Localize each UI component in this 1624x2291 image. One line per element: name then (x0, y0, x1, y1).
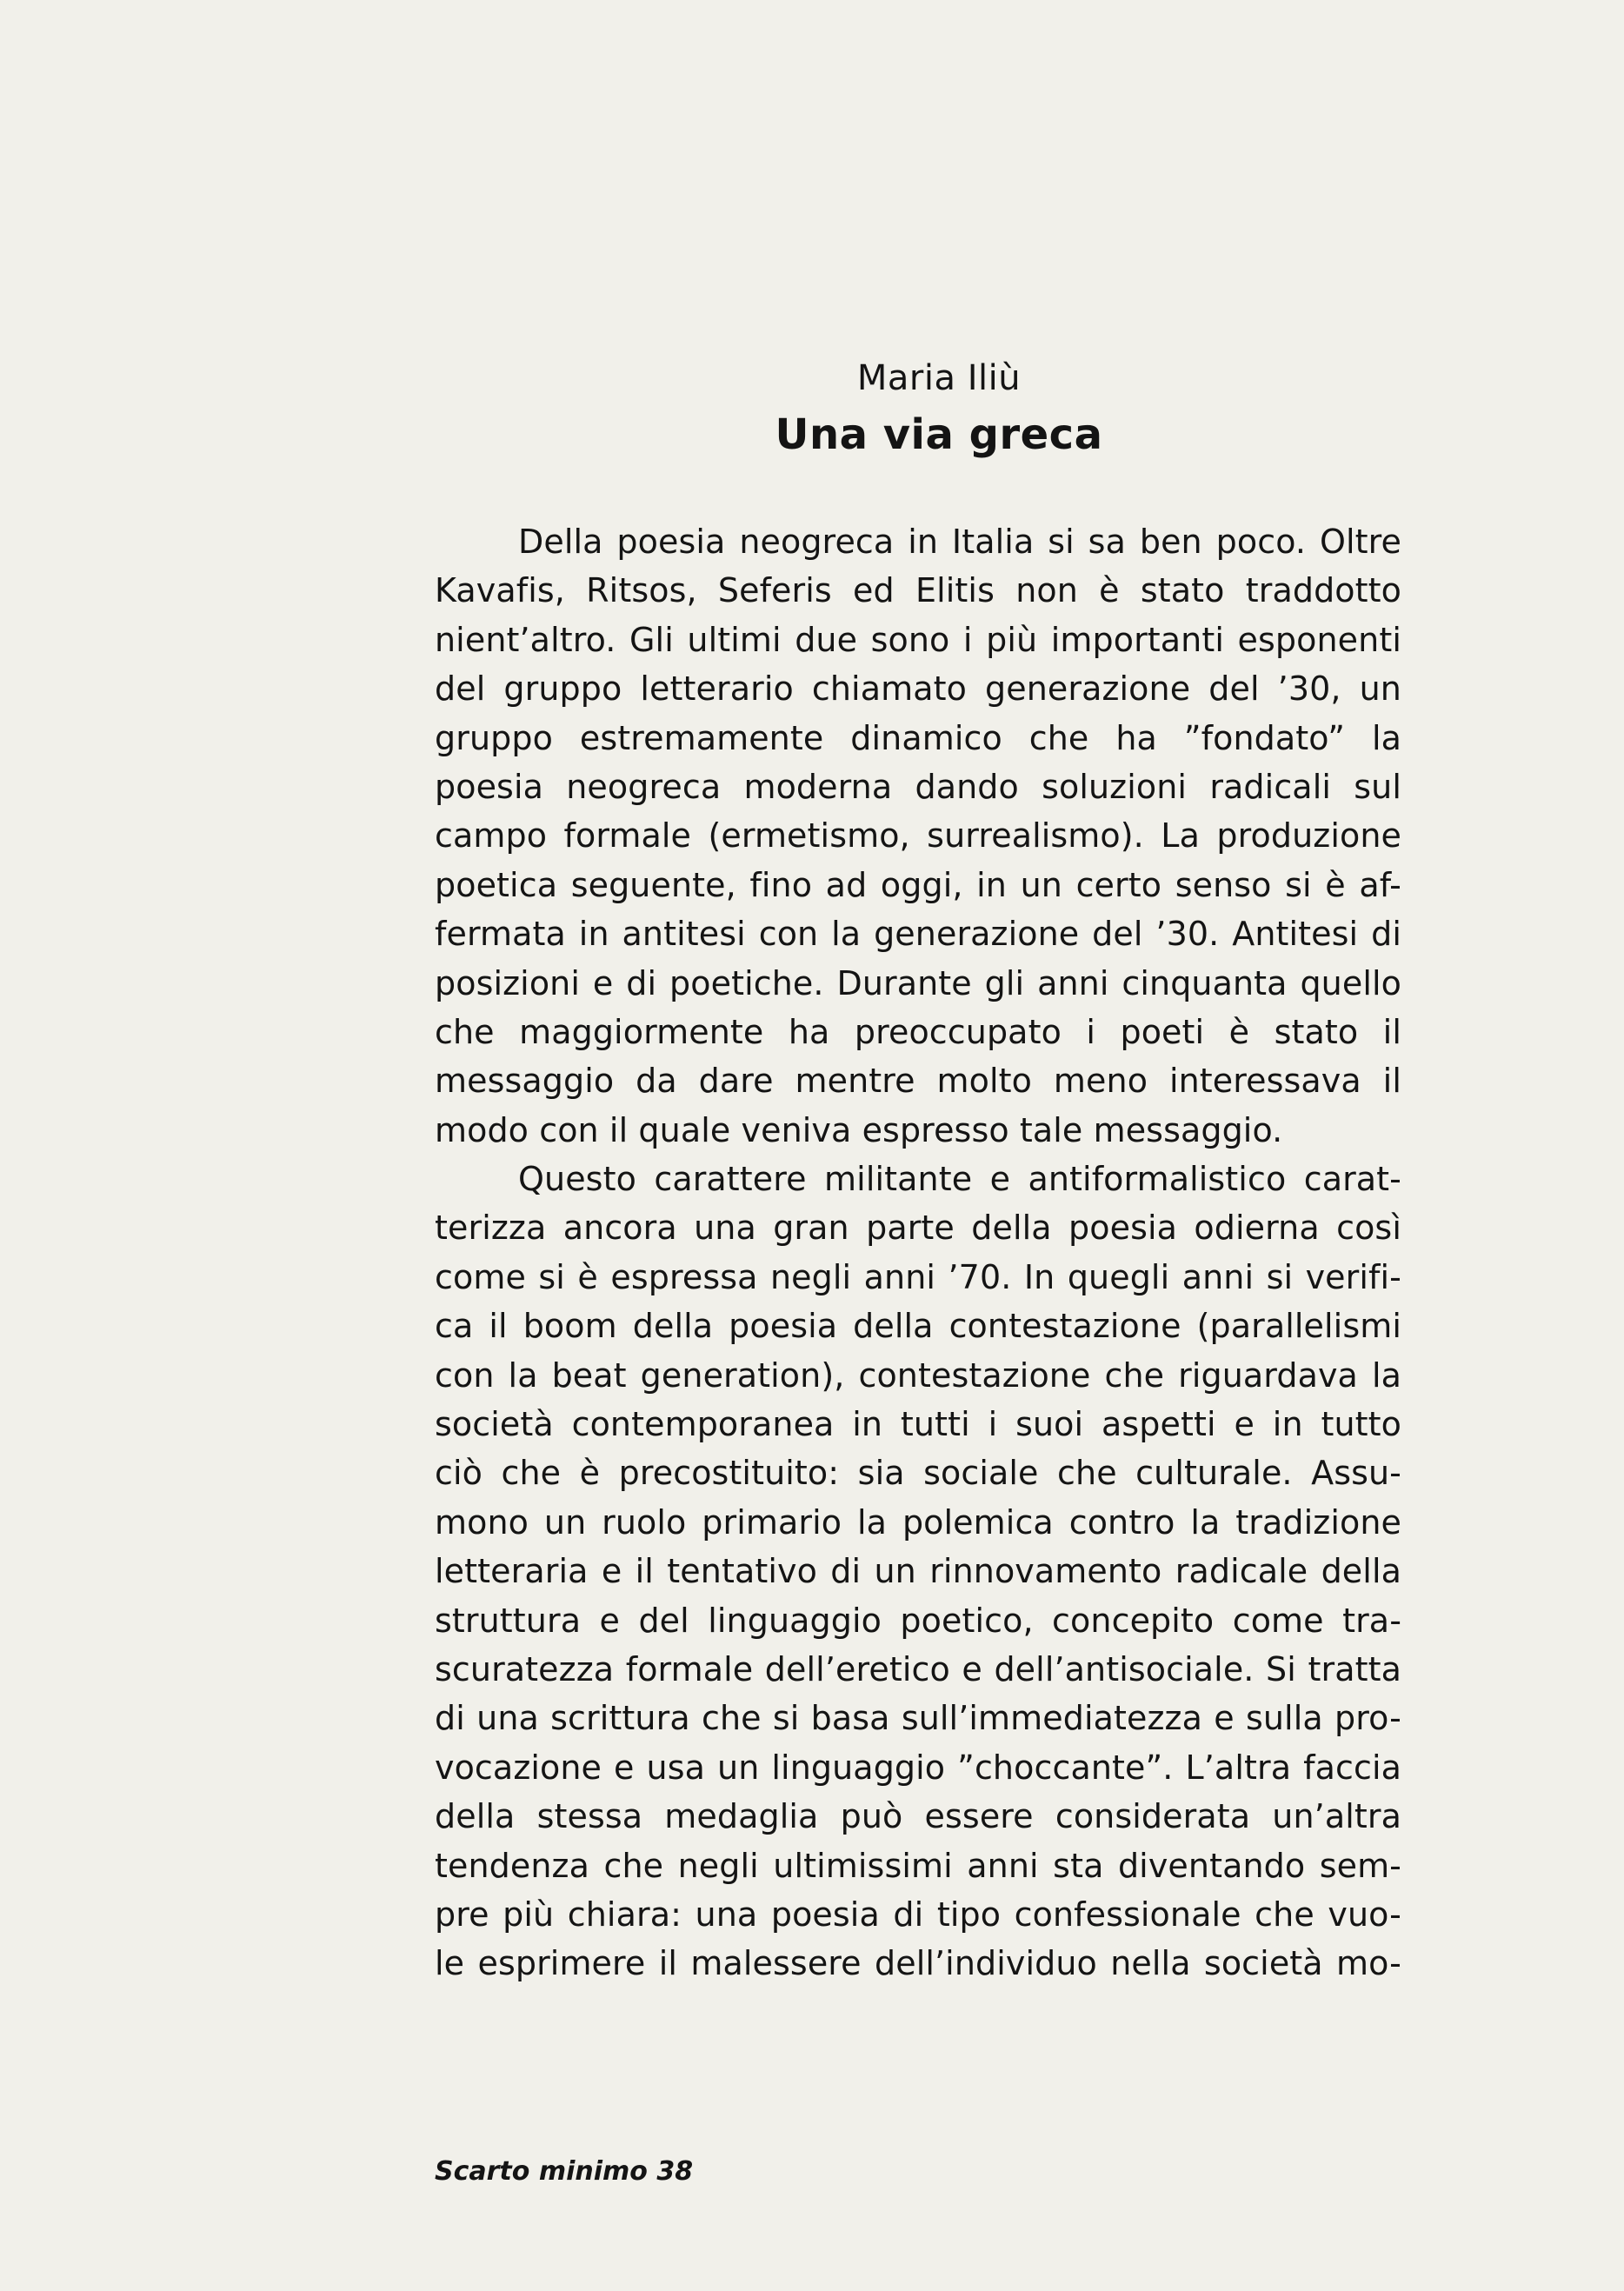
text-line: di una scrittura che si basa sull’immediatezza e sulla pro- (435, 1699, 1401, 1738)
text-line: Della poesia neogreca in Italia si sa ben poco. Oltre (518, 523, 1401, 561)
text-line: nient’altro. Gli ultimi due sono i più importanti esponenti (435, 620, 1401, 659)
text-line: tendenza che negli ultimissimi anni sta diventando sem- (435, 1846, 1401, 1885)
text-line: della stessa medaglia può essere considerata un’altra (435, 1797, 1401, 1836)
text-line: come si è espressa negli anni ’70. In quegli anni si verifi- (435, 1257, 1401, 1296)
text-line: con la beat generation), contestazione che riguardava la (435, 1355, 1401, 1395)
text-line: letteraria e il tentativo di un rinnovamento radicale della (435, 1552, 1401, 1591)
text-line: vocazione e usa un linguaggio ”choccante”. L’altra faccia (435, 1748, 1401, 1787)
text-line: Kavafis, Ritsos, Seferis ed Elitis non è stato traddotto (435, 571, 1401, 610)
text-line: ca il boom della poesia della contestazione (parallelismi (435, 1307, 1401, 1346)
text-line: struttura e del linguaggio poetico, concepito come tra- (435, 1601, 1401, 1640)
article-title: Una via greca (775, 410, 1103, 459)
text-line: poesia neogreca moderna dando soluzioni radicali sul (435, 767, 1401, 806)
text-line: mono un ruolo primario la polemica contro la tradizione (435, 1502, 1401, 1542)
text-line: che maggiormente ha preoccupato i poeti è stato il (435, 1012, 1401, 1051)
text-line: poetica seguente, fino ad oggi, in un certo senso si è af- (435, 865, 1401, 904)
text-line: terizza ancora una gran parte della poesia odierna così (435, 1209, 1401, 1248)
text-line: campo formale (ermetismo, surrealismo). La produzione (435, 816, 1401, 856)
article-body (435, 517, 1401, 1988)
text-line: ciò che è precostituito: sia sociale che culturale. Assu- (435, 1454, 1401, 1493)
text-line: posizioni e di poetiche. Durante gli anni cinquanta quello (435, 963, 1401, 1002)
text-line: del gruppo letterario chiamato generazione del ’30, un (435, 669, 1401, 709)
text-line: le esprimere il malessere dell’individuo nella società mo- (435, 1944, 1401, 1983)
text-line: gruppo estremamente dinamico che ha ”fondato” la (435, 718, 1401, 757)
text-line: messaggio da dare mentre molto meno interessava il (435, 1062, 1401, 1101)
text-line: società contemporanea in tutti i suoi aspetti e in tutto (435, 1405, 1401, 1444)
text-line: fermata in antitesi con la generazione del ’30. Antitesi di (435, 915, 1401, 954)
text-line: modo con il quale veniva espresso tale messaggio. (435, 1110, 1283, 1149)
article-header (435, 352, 1443, 465)
page-footer: Scarto minimo 38 (435, 2156, 694, 2187)
text-line: pre più chiara: una poesia di tipo confessionale che vuo- (435, 1895, 1401, 1934)
author-name: Maria Iliù (856, 358, 1022, 398)
text-line: scuratezza formale dell’eretico e dell’antisociale. Si tratta (435, 1649, 1401, 1688)
text-line: Questo carattere militante e antiformalistico carat- (518, 1160, 1401, 1199)
